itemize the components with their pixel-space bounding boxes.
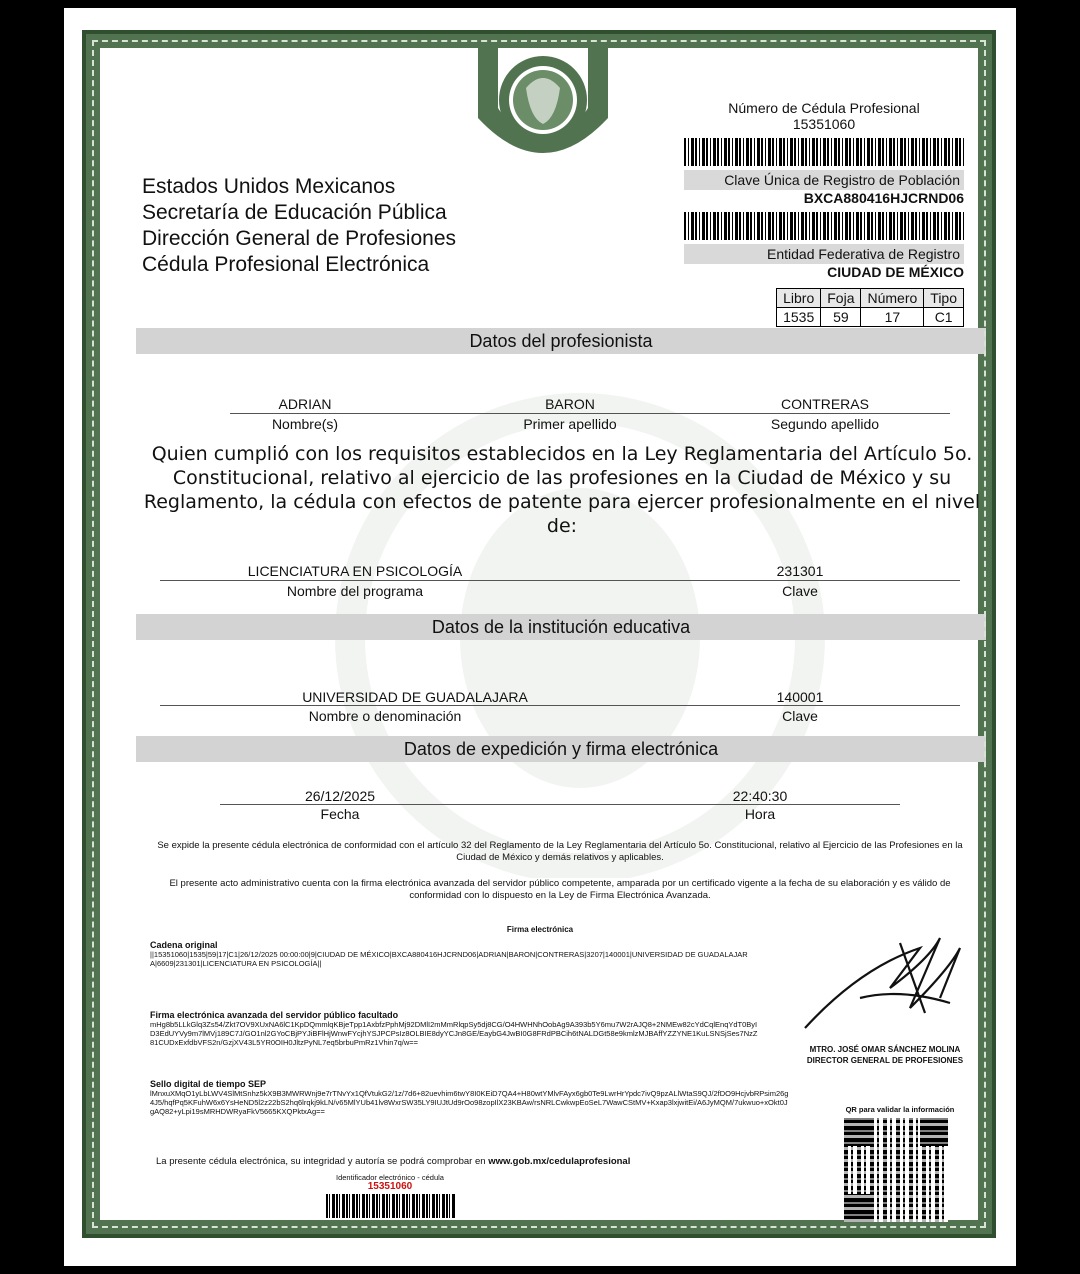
section-profesionista: Datos del profesionista [136, 328, 986, 354]
verify-text [156, 1156, 776, 1168]
cadena-value: ||15351060|1535|59|17|C1|26/12/2025 00:00:00|9|CIUDAD DE MÉXICO|BXCA880416HJCRND06|ADRIAN|BARON|CONTRERAS|3207|140001|UNIVERSIDAD DE GUADALAJARA|6609|231301|LICENCIATURA EN PSICOLOGÍA|| [150, 950, 748, 968]
registry-box [684, 100, 964, 280]
divider [160, 580, 960, 581]
libro-table [776, 288, 964, 327]
cadena-label: Cadena original [150, 940, 218, 950]
programa-clave-value: 231301 [776, 563, 824, 579]
issuer-titles [142, 174, 456, 278]
signer-name: MTRO. JOSÉ OMAR SÁNCHEZ MOLINA [809, 1045, 961, 1054]
firma-avanzada-label: Firma electrónica avanzada del servidor público facultado [150, 1010, 399, 1020]
curp-value: BXCA880416HJCRND06 [803, 190, 964, 206]
cedula-number: 15351060 [792, 116, 856, 132]
validation-qr-code[interactable] [844, 1118, 948, 1222]
legal-paragraph-2: El presente acto administrativo cuenta con la firma electrónica avanzada del servidor público competente, amparada por un certificado vigente a la fecha de su elaboración y es válido de conformidad con lo dispuesto en la Ley de Firma Electrónica Avanzada. [169, 878, 951, 901]
divider [220, 804, 900, 805]
header-numero: Número [861, 289, 924, 308]
apellido2-value: CONTRERAS [781, 396, 869, 412]
header-libro: Libro [777, 289, 821, 308]
fecha-label: Fecha [320, 806, 360, 822]
firma-avanzada-value: mHg8b5LLkGlq3Zs54/Zkt7OV9XUxNA6lC1KpDQmmlqKBjeTpp1AxbfzPphMj92DMlI2mMmRlqpSy5dj8CG/O4HWHNhOobAg9A393b5Y6mu7W2rAJQ8+2NMEw82cYdCqlEnqYdT0ByID3EdUYVy9m7lMVj189C7J/GO1nl2GYoCBjPYJiBFlHjWnwFYcjhYSJPCPsIz8OLBIE8dyYCJn8GE/EaybG4JwBI0G8FRdPBCih6tNALDGt58e9kmlzMJBAffYZZYNE1KuLSNSjSes7NzZ81CUDxExfdbVFS2n/GzjXV43L5YR0OIH0JltzPyNL7eq5brbuPmRz1Vhin7q/w== [150, 1020, 758, 1047]
id-label: Identificador electrónico - cédula [336, 1173, 444, 1182]
hora-label: Hora [744, 806, 776, 822]
title-line-document: Cédula Profesional Electrónica [142, 253, 430, 276]
handwritten-signature [800, 928, 970, 1038]
value-numero: 17 [861, 308, 924, 327]
nombre-label: Nombre(s) [271, 416, 339, 432]
ornamental-border [82, 30, 996, 1238]
header-tipo: Tipo [924, 289, 964, 308]
id-barcode [326, 1194, 456, 1218]
entidad-label: Entidad Federativa de Registro [684, 244, 964, 264]
national-seal-icon [478, 48, 608, 158]
programa-clave-label: Clave [782, 583, 818, 599]
firma-title: Firma electrónica [506, 925, 574, 934]
section-expedicion: Datos de expedición y firma electrónica [136, 736, 986, 762]
nombre-value: ADRIAN [278, 396, 332, 412]
value-tipo: C1 [924, 308, 964, 327]
certificate-page [64, 8, 1016, 1266]
value-libro: 1535 [777, 308, 821, 327]
cedula-label: Número de Cédula Profesional [728, 100, 920, 116]
curp-label: Clave Única de Registro de Población [684, 170, 964, 190]
header-foja: Foja [821, 289, 861, 308]
title-line-directorate: Dirección General de Profesiones [142, 227, 456, 250]
entidad-value: CIUDAD DE MÉXICO [827, 264, 964, 280]
apellido2-label: Segundo apellido [770, 416, 880, 432]
cedula-barcode [684, 138, 964, 166]
divider [160, 705, 960, 706]
qr-label: QR para validar la información [845, 1105, 955, 1114]
id-value: 15351060 [367, 1181, 413, 1192]
fecha-value: 26/12/2025 [304, 788, 376, 804]
institucion-label: Nombre o denominación [308, 708, 462, 724]
institucion-value: UNIVERSIDAD DE GUADALAJARA [302, 689, 528, 705]
institucion-clave-value: 140001 [776, 689, 824, 705]
apellido1-value: BARON [545, 396, 595, 412]
title-line-country: Estados Unidos Mexicanos [142, 175, 396, 198]
section-institucion: Datos de la institución educativa [136, 614, 986, 640]
sello-label: Sello digital de tiempo SEP [150, 1079, 267, 1089]
verify-prefix: La presente cédula electrónica, su integridad y autoría se podrá comprobar en [156, 1156, 489, 1167]
value-foja: 59 [821, 308, 861, 327]
divider [230, 413, 950, 414]
apellido1-label: Primer apellido [523, 416, 617, 432]
programa-label: Nombre del programa [286, 583, 424, 599]
programa-value: LICENCIATURA EN PSICOLOGÍA [247, 563, 463, 579]
legal-statement: Quien cumplió con los requisitos establecidos en la Ley Reglamentaria del Artículo 5o. Constitucional, relativo al ejercicio de las profesiones en la Ciudad de México y su Reglamento, la cédula con efectos de patente para ejercer profesionalmente en el nivel de: [143, 443, 981, 537]
curp-barcode [684, 212, 964, 240]
hora-value: 22:40:30 [732, 788, 788, 804]
signer-title: DIRECTOR GENERAL DE PROFESIONES [806, 1056, 964, 1065]
institucion-clave-label: Clave [782, 708, 818, 724]
title-line-ministry: Secretaría de Educación Pública [142, 201, 447, 224]
legal-paragraph-1: Se expide la presente cédula electrónica de conformidad con el artículo 32 del Reglamento de la Ley Reglamentaria del Artículo 5o. Constitucional, relativo al Ejercicio de las Profesiones en la Ciudad de México y demás relativos y aplicables. [157, 840, 963, 863]
verify-link[interactable]: www.gob.mx/cedulaprofesional [488, 1156, 631, 1167]
sello-value: lMnxuXMqO1yLbLWV4SlMtSnhz5kX9B3MWRWnj9e7rTNvYx1QfVtukG2/1z/7d6+82uevhim6twY8I0KEiD7QA4+H80wtYMlvFAyx6gb0Te9LwrHrYpdc7ivQ9pzALlWtaS9QJ/2fDO9HcjvbRPsim26g4J5/hqfPq5KFuhW6x6YsHeND5l2z22bS2hq6lrqkj9kLN/v65MlYUb41lv8WxrSW35LY9IUJtUd9rOo98zopIlX23KBAw/rsNRLCwkwpEoSeL7WawCStMV+Kxap3lxjwitEi/A6JyMQM/7ukwuo+xOkt0JgAQ82+yLpi19sMRHDWRyaFkV5665KXQPktxAg== [150, 1089, 789, 1116]
